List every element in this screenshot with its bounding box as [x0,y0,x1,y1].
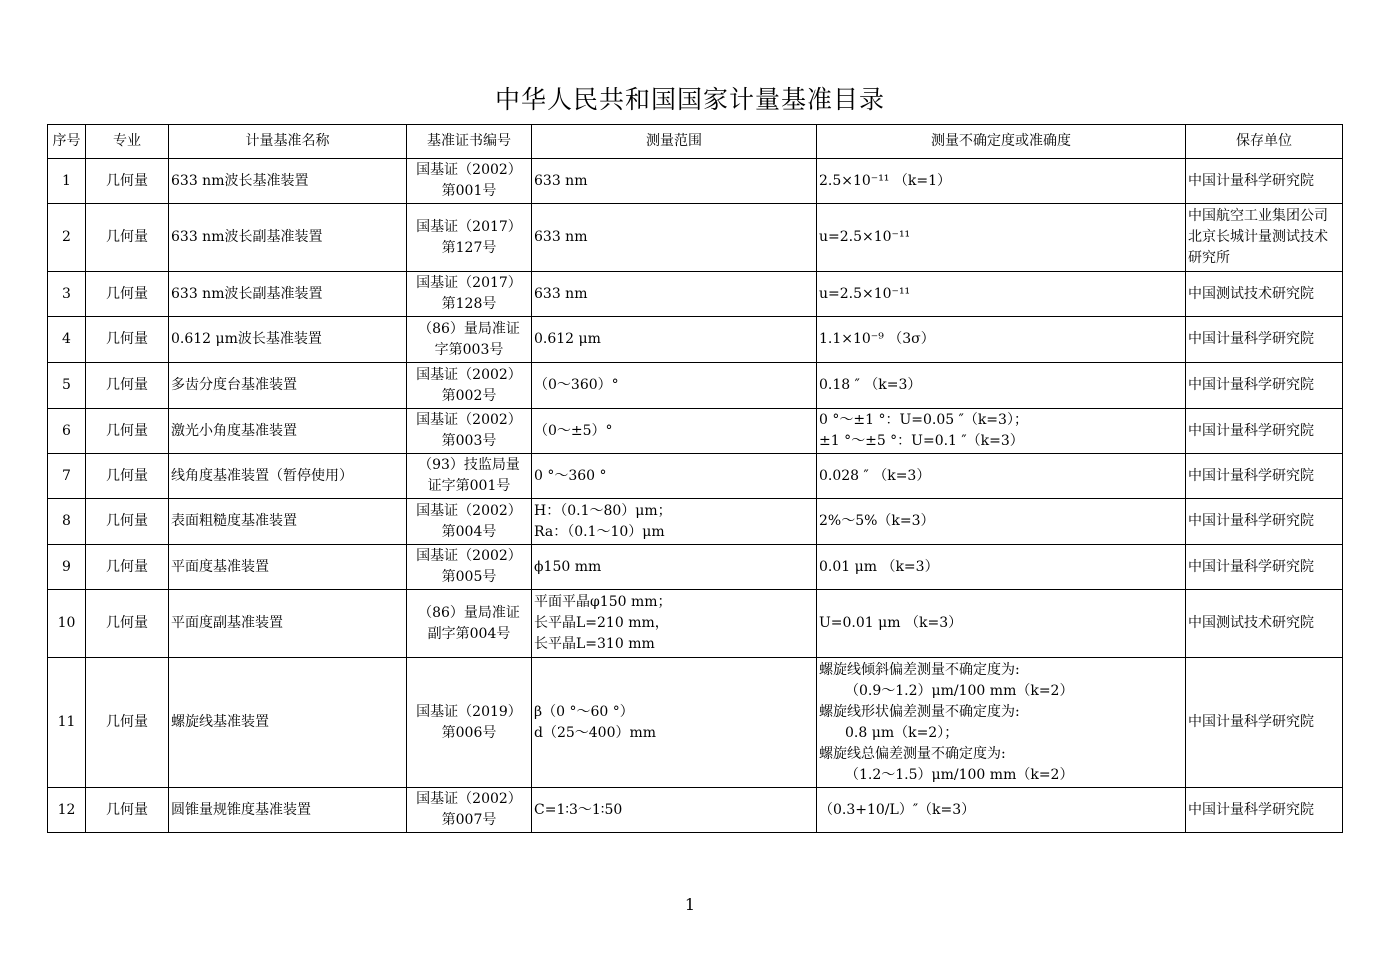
row-benchmark-name: 线角度基准装置（暂停使用） [169,454,407,499]
row-index: 10 [48,590,86,658]
row-certificate [407,499,532,545]
page-number: 1 [684,895,696,914]
row-holder: 中国计量科学研究院 [1186,409,1343,454]
header-holder: 保存单位 [1186,125,1343,159]
table-row [48,159,1343,204]
row-field: 几何量 [86,159,169,204]
row-certificate [407,788,532,833]
row-benchmark-name: 激光小角度基准装置 [169,409,407,454]
row-range [532,317,817,363]
range-line: 0.612 μm [534,331,601,347]
row-uncertainty [817,204,1186,272]
row-uncertainty [817,454,1186,499]
uncertainty-line: ±1 °～±5 °：U=0.1 ″（k=3） [819,433,1024,449]
header-uncertainty: 测量不确定度或准确度 [817,125,1186,159]
uncertainty-line: 0.01 μm （k=3） [819,558,939,575]
table-row [48,272,1343,317]
row-holder: 中国计量科学研究院 [1186,317,1343,363]
row-range [532,272,817,317]
row-holder: 中国测试技术研究院 [1186,272,1343,317]
range-line: d（25～400）mm [534,724,657,741]
row-uncertainty [817,363,1186,409]
row-uncertainty [817,590,1186,658]
range-line: C=1∶3～1∶50 [534,801,623,818]
certificate-line: 第002号 [441,387,497,404]
range-line: （0～±5）° [534,422,613,439]
row-certificate [407,272,532,317]
row-index: 7 [48,454,86,499]
certificate-line: 第003号 [441,433,497,449]
uncertainty-line: 0 °～±1 °：U=0.05 ″（k=3）； [819,412,1028,428]
row-index: 11 [48,658,86,788]
row-range [532,204,817,272]
row-index: 4 [48,317,86,363]
row-holder: 中国测试技术研究院 [1186,590,1343,658]
row-uncertainty [817,272,1186,317]
certificate-line: 副字第004号 [427,625,511,642]
table-row [48,409,1343,454]
certificate-line: 第001号 [441,183,497,199]
row-field: 几何量 [86,204,169,272]
uncertainty-line: （0.3+10/L）″（k=3） [819,801,976,818]
range-line: ϕ150 mm [534,558,602,575]
certificate-line: 国基证（2002） [416,791,522,807]
table-row [48,454,1343,499]
certificate-line: 第005号 [441,569,497,585]
row-benchmark-name: 633 nm波长基准装置 [169,159,407,204]
uncertainty-line: 0.028 ″ （k=3） [819,467,931,484]
benchmark-catalog-table [47,124,1343,833]
row-uncertainty [817,658,1186,788]
table-row [48,658,1343,788]
certificate-line: 字第003号 [434,341,504,358]
table-row [48,363,1343,409]
certificate-line: 国基证（2002） [416,162,522,178]
row-field: 几何量 [86,409,169,454]
row-field: 几何量 [86,788,169,833]
row-field: 几何量 [86,272,169,317]
certificate-line: 国基证（2002） [416,412,522,428]
row-holder: 中国计量科学研究院 [1186,658,1343,788]
row-uncertainty [817,317,1186,363]
certificate-line: 第004号 [441,523,497,540]
range-line: 633 nm [534,285,588,302]
uncertainty-line: u=2.5×10⁻¹¹ [819,229,911,245]
table-row [48,590,1343,658]
row-certificate [407,363,532,409]
row-field: 几何量 [86,454,169,499]
certificate-line: 国基证（2017） [416,218,522,235]
uncertainty-line: （0.9～1.2）μm/100 mm（k=2） [845,682,1074,699]
row-holder: 中国计量科学研究院 [1186,159,1343,204]
certificate-line: 国基证（2002） [416,502,522,519]
row-uncertainty [817,788,1186,833]
row-certificate [407,545,532,590]
certificate-line: （93）技监局量 [418,457,520,473]
row-certificate [407,658,532,788]
row-certificate [407,590,532,658]
header-field: 专业 [86,125,169,159]
uncertainty-line: 1.1×10⁻⁹ （3σ） [819,331,935,347]
row-field: 几何量 [86,658,169,788]
row-certificate [407,409,532,454]
certificate-line: 第007号 [441,812,497,828]
range-line: H：（0.1～80）μm； [534,502,672,519]
row-certificate [407,159,532,204]
range-line: 长平晶L=210 mm， [534,615,669,631]
row-range [532,454,817,499]
row-benchmark-name: 圆锥量规锥度基准装置 [169,788,407,833]
row-index: 3 [48,272,86,317]
row-range [532,545,817,590]
row-index: 9 [48,545,86,590]
table-row [48,788,1343,833]
uncertainty-line: （1.2～1.5）μm/100 mm（k=2） [845,766,1074,783]
row-field: 几何量 [86,317,169,363]
header-index: 序号 [48,125,86,159]
row-index: 12 [48,788,86,833]
certificate-line: 第006号 [441,724,497,741]
certificate-line: 国基证（2002） [416,366,522,383]
page-title: 中华人民共和国国家计量基准目录 [494,85,885,114]
row-benchmark-name: 0.612 μm波长基准装置 [169,317,407,363]
row-holder: 中国航空工业集团公司北京长城计量测试技术研究所 [1186,204,1343,272]
row-holder: 中国计量科学研究院 [1186,545,1343,590]
row-benchmark-name: 螺旋线基准装置 [169,658,407,788]
row-range [532,363,817,409]
range-line: Ra：（0.1～10）μm [534,523,665,540]
row-holder: 中国计量科学研究院 [1186,454,1343,499]
row-index: 5 [48,363,86,409]
row-field: 几何量 [86,590,169,658]
table-row [48,204,1343,272]
certificate-line: 证字第001号 [427,478,511,494]
row-certificate [407,204,532,272]
row-benchmark-name: 633 nm波长副基准装置 [169,204,407,272]
row-benchmark-name: 平面度副基准装置 [169,590,407,658]
row-benchmark-name: 633 nm波长副基准装置 [169,272,407,317]
row-range [532,590,817,658]
table-header-row [48,125,1343,159]
table-row [48,499,1343,545]
row-uncertainty [817,545,1186,590]
uncertainty-line: 2%～5%（k=3） [819,513,935,529]
row-benchmark-name: 平面度基准装置 [169,545,407,590]
row-field: 几何量 [86,363,169,409]
row-field: 几何量 [86,499,169,545]
header-name: 计量基准名称 [169,125,407,159]
uncertainty-line: 螺旋线形状偏差测量不确定度为: [819,703,1020,720]
range-line: 长平晶L=310 mm [534,636,655,652]
range-line: 633 nm [534,229,588,245]
header-range: 测量范围 [532,125,817,159]
range-line: 0 °～360 ° [534,467,607,484]
certificate-line: 国基证（2019） [416,703,522,720]
row-benchmark-name: 表面粗糙度基准装置 [169,499,407,545]
uncertainty-line: 螺旋线总偏差测量不确定度为: [819,745,1006,762]
header-certificate: 基准证书编号 [407,125,532,159]
table-row [48,545,1343,590]
uncertainty-line: 2.5×10⁻¹¹ （k=1） [819,172,951,189]
row-index: 2 [48,204,86,272]
certificate-line: （86）量局准证 [418,604,520,621]
certificate-line: 国基证（2002） [416,548,522,564]
row-range [532,409,817,454]
row-uncertainty [817,409,1186,454]
row-index: 6 [48,409,86,454]
row-uncertainty [817,499,1186,545]
row-range [532,658,817,788]
range-line: 633 nm [534,172,588,189]
row-holder: 中国计量科学研究院 [1186,788,1343,833]
uncertainty-line: 0.18 ″ （k=3） [819,377,922,393]
uncertainty-line: 0.8 μm（k=2）； [845,724,959,741]
certificate-line: 第127号 [441,239,497,256]
table-row [48,317,1343,363]
certificate-line: 第128号 [441,296,497,312]
row-certificate [407,454,532,499]
row-range [532,499,817,545]
row-certificate [407,317,532,363]
row-range [532,788,817,833]
row-benchmark-name: 多齿分度台基准装置 [169,363,407,409]
uncertainty-line: 螺旋线倾斜偏差测量不确定度为: [819,661,1020,678]
row-holder: 中国计量科学研究院 [1186,499,1343,545]
row-index: 8 [48,499,86,545]
uncertainty-line: U=0.01 μm （k=3） [819,615,963,631]
certificate-line: 国基证（2017） [416,275,522,291]
row-field: 几何量 [86,545,169,590]
uncertainty-line: u=2.5×10⁻¹¹ [819,285,911,302]
certificate-line: （86）量局准证 [418,320,520,337]
range-line: β（0 °～60 °） [534,703,634,720]
row-index: 1 [48,159,86,204]
range-line: （0～360）° [534,377,619,393]
row-holder: 中国计量科学研究院 [1186,363,1343,409]
row-uncertainty [817,159,1186,204]
range-line: 平面平晶φ150 mm； [534,594,672,610]
row-range [532,159,817,204]
